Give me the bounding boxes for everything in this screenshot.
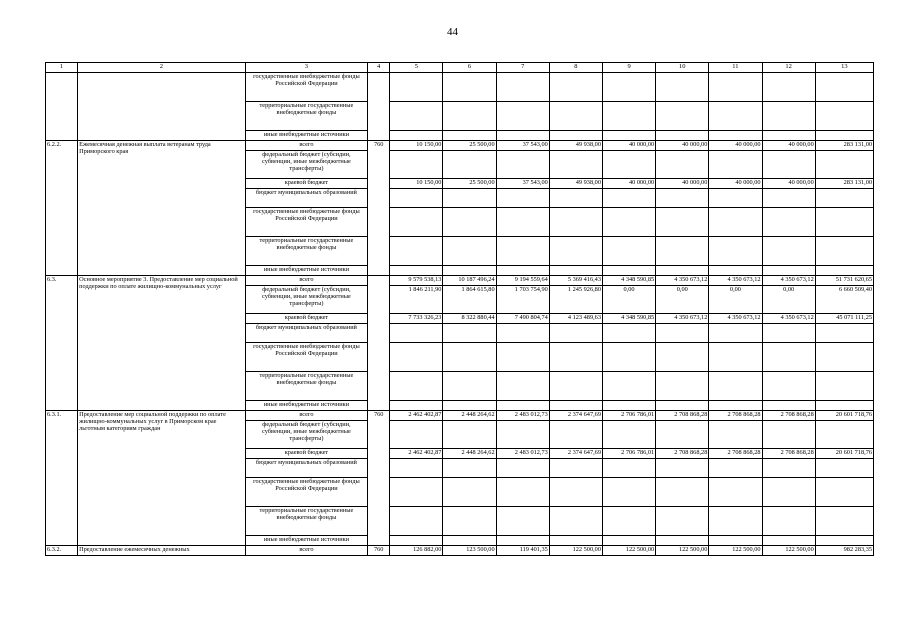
value-cell: 10 150,00 (390, 141, 443, 151)
value-cell: 982 283,35 (815, 546, 873, 556)
budget-table (45, 62, 874, 556)
row-code: 6.3.2. (46, 546, 78, 556)
value-cell: 2 708 868,28 (656, 411, 709, 421)
grbs-code: 760 (368, 141, 390, 276)
value-cell: 51 731 620,65 (815, 276, 873, 286)
value-cell: 8 322 880,44 (443, 314, 496, 324)
value-cell: 2 448 264,62 (443, 449, 496, 459)
table-row (46, 411, 874, 421)
value-cell: 7 490 804,74 (496, 314, 549, 324)
value-cell: 1 703 754,90 (496, 286, 549, 314)
value-cell: 40 000,00 (602, 141, 655, 151)
col-header: 1 (46, 63, 78, 73)
value-cell: 122 500,00 (656, 546, 709, 556)
source-label: краевой бюджет (245, 449, 367, 459)
value-cell: 40 000,00 (709, 179, 762, 189)
row-code: 6.3.1. (46, 411, 78, 546)
source-label: территориальные государственные внебюджетные фонды (245, 237, 367, 266)
source-label: всего (245, 141, 367, 151)
value-cell: 49 938,00 (549, 141, 602, 151)
value-cell: 4 348 590,85 (602, 276, 655, 286)
value-cell: 1 245 926,80 (549, 286, 602, 314)
value-cell: 9 194 559,64 (496, 276, 549, 286)
value-cell: 2 708 868,28 (709, 411, 762, 421)
col-header: 6 (443, 63, 496, 73)
col-header: 7 (496, 63, 549, 73)
row-title: Ежемесячная денежная выплата ветеранам труда Приморского края (78, 141, 246, 276)
source-label: бюджет муниципальных образований (245, 459, 367, 478)
grbs-code: 760 (368, 411, 390, 546)
value-cell: 2 374 647,69 (549, 449, 602, 459)
value-cell: 1 846 211,90 (390, 286, 443, 314)
table-row (46, 141, 874, 151)
source-label: бюджет муниципальных образований (245, 324, 367, 343)
value-cell: 123 500,00 (443, 546, 496, 556)
value-cell: 1 864 615,80 (443, 286, 496, 314)
value-cell: 2 708 868,28 (709, 449, 762, 459)
value-cell: 40 000,00 (762, 179, 815, 189)
source-label: иные внебюджетные источники (245, 536, 367, 546)
value-cell: 9 579 538,13 (390, 276, 443, 286)
value-cell: 4 350 673,12 (709, 314, 762, 324)
value-cell: 122 500,00 (602, 546, 655, 556)
row-title: Предоставление ежемесячных денежных (78, 546, 246, 556)
source-label: территориальные государственные внебюджетные фонды (245, 102, 367, 131)
value-cell: 0,00 (762, 286, 815, 314)
row-code: 6.2.2. (46, 141, 78, 276)
value-cell: 2 483 012,73 (496, 411, 549, 421)
value-cell: 40 000,00 (602, 179, 655, 189)
page-number: 44 (447, 26, 458, 38)
value-cell: 2 706 786,01 (602, 449, 655, 459)
value-cell: 2 708 868,28 (656, 449, 709, 459)
col-header: 9 (602, 63, 655, 73)
value-cell: 49 938,00 (549, 179, 602, 189)
col-header: 4 (368, 63, 390, 73)
value-cell: 283 131,00 (815, 179, 873, 189)
row-title: Предоставление мер социальной поддержки по оплате жилищно-коммунальных услуг в Приморском крае льготным категориям граждан (78, 411, 246, 546)
source-label: территориальные государственные внебюджетные фонды (245, 372, 367, 401)
row-code: 6.3. (46, 276, 78, 411)
source-label: всего (245, 546, 367, 556)
value-cell: 2 706 786,01 (602, 411, 655, 421)
col-header: 10 (656, 63, 709, 73)
value-cell: 4 123 489,63 (549, 314, 602, 324)
source-label: государственные внебюджетные фонды Российской Федерации (245, 343, 367, 372)
source-label: иные внебюджетные источники (245, 401, 367, 411)
value-cell: 40 000,00 (709, 141, 762, 151)
value-cell: 37 543,00 (496, 179, 549, 189)
value-cell: 6 660 509,40 (815, 286, 873, 314)
source-label: бюджет муниципальных образований (245, 189, 367, 208)
value-cell: 40 000,00 (656, 179, 709, 189)
value-cell: 122 500,00 (549, 546, 602, 556)
column-number-row (46, 63, 874, 73)
col-header: 5 (390, 63, 443, 73)
table-row (46, 546, 874, 556)
value-cell: 4 350 673,12 (762, 276, 815, 286)
value-cell: 10 187 496,24 (443, 276, 496, 286)
source-label: территориальные государственные внебюджетные фонды (245, 507, 367, 536)
value-cell: 2 462 402,87 (390, 411, 443, 421)
value-cell: 25 500,00 (443, 141, 496, 151)
col-header: 3 (245, 63, 367, 73)
source-label: государственные внебюджетные фонды Российской Федерации (245, 208, 367, 237)
value-cell: 126 882,00 (390, 546, 443, 556)
grbs-code: 760 (368, 546, 390, 556)
col-header: 12 (762, 63, 815, 73)
source-label: федеральный бюджет (субсидии, субвенции, иные межбюджетные трансферты) (245, 151, 367, 179)
value-cell: 4 350 673,12 (656, 276, 709, 286)
table-row (46, 276, 874, 286)
value-cell: 0,00 (709, 286, 762, 314)
col-header: 2 (78, 63, 246, 73)
value-cell: 4 350 673,12 (709, 276, 762, 286)
table-row (46, 73, 874, 102)
source-label: иные внебюджетные источники (245, 266, 367, 276)
source-label: государственные внебюджетные фонды Российской Федерации (245, 73, 367, 102)
source-label: краевой бюджет (245, 179, 367, 189)
value-cell: 119 401,35 (496, 546, 549, 556)
value-cell: 283 131,00 (815, 141, 873, 151)
value-cell: 2 374 647,69 (549, 411, 602, 421)
value-cell: 122 500,00 (709, 546, 762, 556)
value-cell: 10 150,00 (390, 179, 443, 189)
value-cell: 2 448 264,62 (443, 411, 496, 421)
value-cell: 122 500,00 (762, 546, 815, 556)
value-cell: 37 543,00 (496, 141, 549, 151)
value-cell: 0,00 (602, 286, 655, 314)
value-cell: 40 000,00 (656, 141, 709, 151)
value-cell: 40 000,00 (762, 141, 815, 151)
col-header: 8 (549, 63, 602, 73)
value-cell: 4 348 590,85 (602, 314, 655, 324)
value-cell: 2 708 868,28 (762, 449, 815, 459)
value-cell: 4 350 673,12 (762, 314, 815, 324)
source-label: всего (245, 276, 367, 286)
source-label: краевой бюджет (245, 314, 367, 324)
value-cell: 4 350 673,12 (656, 314, 709, 324)
col-header: 11 (709, 63, 762, 73)
value-cell: 25 500,00 (443, 179, 496, 189)
col-header: 13 (815, 63, 873, 73)
value-cell: 2 483 012,73 (496, 449, 549, 459)
value-cell: 2 462 402,87 (390, 449, 443, 459)
value-cell: 2 708 868,28 (762, 411, 815, 421)
value-cell: 0,00 (656, 286, 709, 314)
source-label: иные внебюджетные источники (245, 131, 367, 141)
source-label: федеральный бюджет (субсидии, субвенции, иные межбюджетные трансферты) (245, 286, 367, 314)
value-cell: 7 733 326,23 (390, 314, 443, 324)
source-label: всего (245, 411, 367, 421)
value-cell: 20 601 718,76 (815, 449, 873, 459)
source-label: государственные внебюджетные фонды Российской Федерации (245, 478, 367, 507)
source-label: федеральный бюджет (субсидии, субвенции, иные межбюджетные трансферты) (245, 421, 367, 449)
value-cell: 45 071 111,25 (815, 314, 873, 324)
value-cell: 5 369 416,43 (549, 276, 602, 286)
row-title: Основное мероприятие 3. Предоставление мер социальной поддержки по оплате жилищно-коммунальных услуг (78, 276, 246, 411)
value-cell: 20 601 718,76 (815, 411, 873, 421)
